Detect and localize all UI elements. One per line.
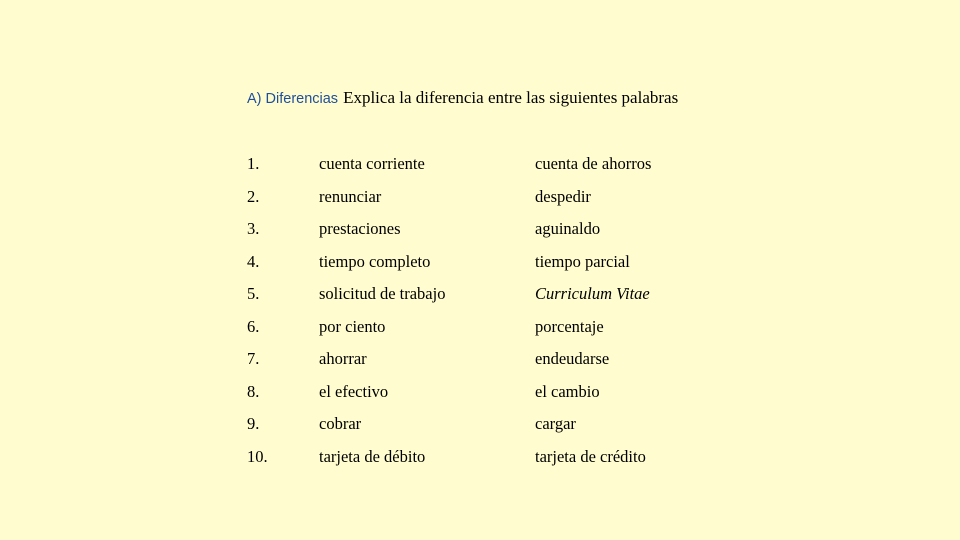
first-word: cuenta corriente	[319, 154, 425, 173]
exercise-heading	[247, 88, 678, 108]
item-number: 2.	[247, 186, 260, 206]
second-word: cargar	[535, 414, 576, 433]
first-word: por ciento	[319, 316, 386, 336]
first-word: cobrar	[319, 414, 362, 433]
item-number: 8.	[247, 381, 260, 401]
second-word: cuenta de ahorros	[535, 154, 652, 173]
item-number: 10.	[247, 446, 268, 466]
second-word: despedir	[535, 186, 591, 206]
second-word: Curriculum Vitae	[535, 284, 650, 303]
first-word: prestaciones	[319, 219, 401, 238]
first-word: ahorrar	[319, 349, 367, 368]
section-label: A) Diferencias	[247, 91, 339, 107]
item-number: 4.	[247, 251, 260, 271]
first-word: tarjeta de débito	[319, 446, 426, 466]
first-word: solicitud de trabajo	[319, 284, 446, 303]
first-word: tiempo completo	[319, 251, 431, 271]
second-word: el cambio	[535, 381, 600, 401]
item-number: 3.	[247, 219, 260, 238]
first-word: el efectivo	[319, 381, 389, 401]
item-number: 7.	[247, 349, 260, 368]
item-number: 1.	[247, 154, 260, 173]
item-number: 5.	[247, 284, 260, 303]
second-word: endeudarse	[535, 349, 610, 368]
first-word: renunciar	[319, 186, 382, 206]
item-number: 6.	[247, 316, 260, 336]
instruction-text: Explica la diferencia entre las siguientes palabras	[343, 88, 679, 107]
second-word: tiempo parcial	[535, 251, 630, 271]
second-word: aguinaldo	[535, 219, 601, 238]
second-word: tarjeta de crédito	[535, 446, 646, 466]
item-number: 9.	[247, 414, 260, 433]
second-word: porcentaje	[535, 316, 604, 336]
